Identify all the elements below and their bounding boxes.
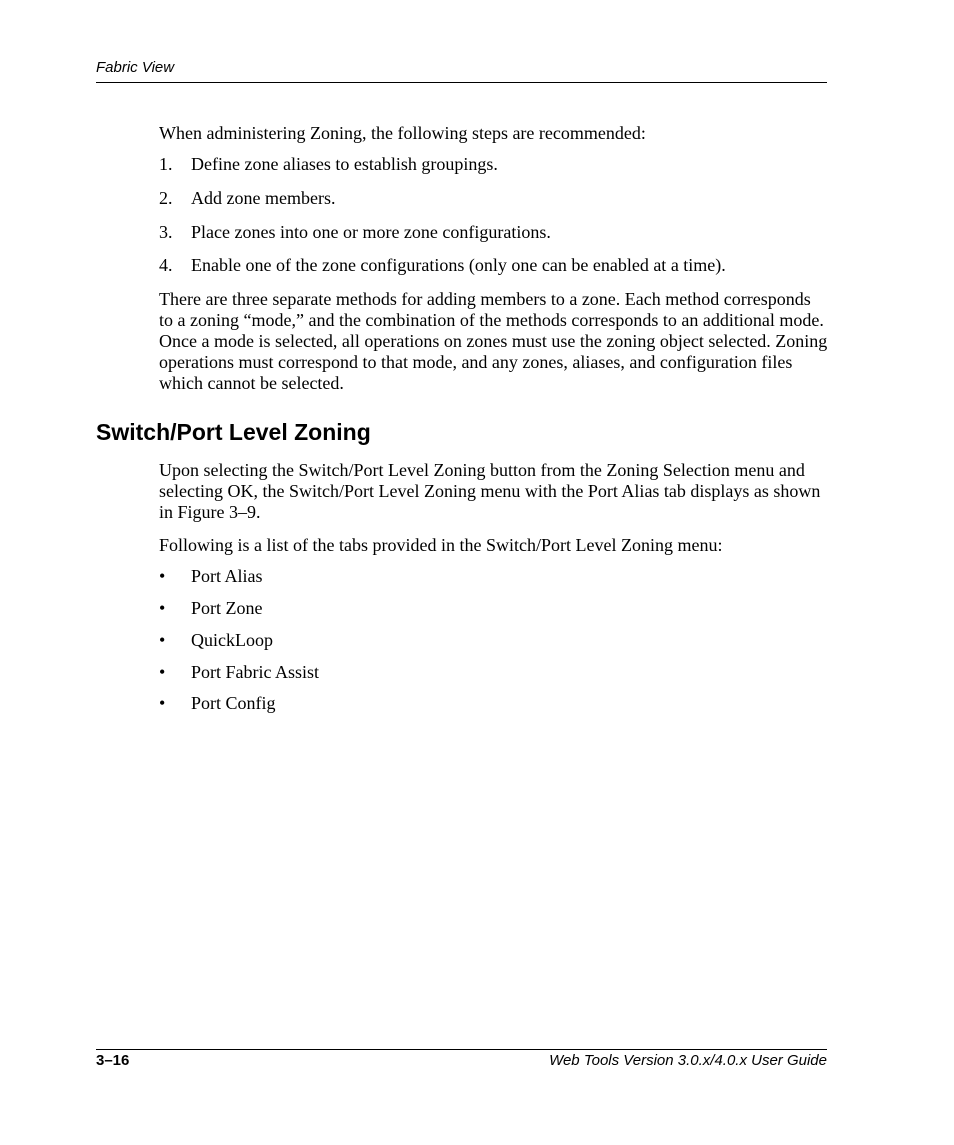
tab-name: Port Alias [191,566,263,586]
tab-list-item [159,598,829,620]
page-footer [96,1049,827,1074]
tab-list-item [159,662,829,684]
step-text: Add zone members. [191,188,336,208]
step-item [159,154,829,176]
tab-name: Port Zone [191,598,263,618]
step-item [159,188,829,210]
bullet-icon: • [159,662,166,682]
tab-name: Port Fabric Assist [191,662,320,682]
step-number: 4. [159,255,173,275]
bullet-icon: • [159,598,166,618]
tab-list-item [159,630,829,652]
step-number: 1. [159,154,173,174]
section-heading: Switch/Port Level Zoning [96,419,371,445]
tab-name: QuickLoop [191,630,273,650]
section-paragraph: Upon selecting the Switch/Port Level Zoning button from the Zoning Selection menu and selecting OK, the Switch/Port Level Zoning menu with the Port Alias tab displays as shown in Figure 3–9. [159,460,821,522]
step-number: 2. [159,188,173,208]
step-text: Place zones into one or more zone configurations. [191,222,551,242]
bullet-icon: • [159,630,166,650]
header-title: Fabric View [96,59,175,76]
step-text: Define zone aliases to establish groupings. [191,154,498,174]
bullet-icon: • [159,566,166,586]
tabs-intro-paragraph: Following is a list of the tabs provided in the Switch/Port Level Zoning menu: [159,535,723,555]
step-item [159,222,829,244]
guide-title: Web Tools Version 3.0.x/4.0.x User Guide [549,1052,827,1069]
tab-list-item [159,566,829,588]
step-number: 3. [159,222,173,242]
bullet-icon: • [159,693,166,713]
intro-paragraph: When administering Zoning, the following steps are recommended: [159,123,646,143]
step-item [159,255,829,277]
tab-name: Port Config [191,693,276,713]
page-number: 3–16 [96,1052,130,1069]
tab-list-item [159,693,829,715]
methods-paragraph: There are three separate methods for adding members to a zone. Each method corresponds to a zoning “mode,” and the combination of the methods corresponds to an additional mode. Once a mode is selected, all operations on zones must use the zoning object selected. Zoning operations must correspond to that mode, and any zones, aliases, and configuration files which cannot be selected. [159,289,828,393]
step-text: Enable one of the zone configurations (only one can be enabled at a time). [191,255,726,275]
page-header [96,58,827,83]
